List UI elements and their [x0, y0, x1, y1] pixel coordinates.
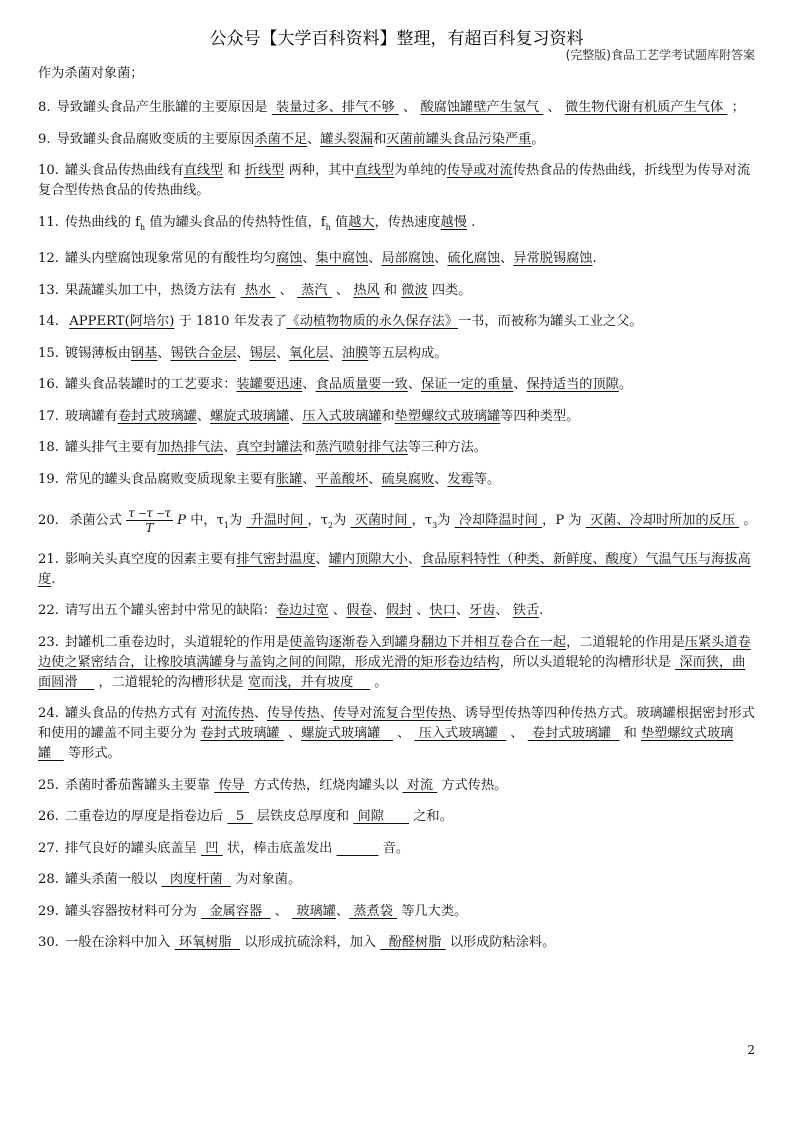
question-text: 罐头容器按材料可分为 金属容器 、 玻璃罐、 蒸煮袋 等几大类。 [64, 903, 468, 919]
question-item [38, 249, 758, 269]
question-item [38, 550, 758, 590]
question-text: APPERT(阿培尔) 于 1810 年发表了《动植物物质的永久保存法》一书，而被称为罐头工业之父。 [69, 314, 643, 329]
question-item [38, 130, 758, 150]
question-number: 22. [38, 603, 59, 618]
intro-line: 作为杀菌对象菌； [38, 66, 144, 81]
question-text: 杀菌时番茄酱罐头主要靠 传导 方式传热，红烧肉罐头以 对流 方式传热。 [64, 777, 508, 793]
question-item [38, 807, 758, 827]
question-number: 29. [38, 903, 59, 919]
question-number: 13. [38, 282, 59, 298]
document-body [38, 64, 758, 965]
formula-p: P [177, 512, 187, 528]
question-item [38, 213, 758, 238]
sterilization-formula [126, 506, 186, 535]
question-item [38, 375, 758, 395]
question-item [38, 870, 758, 890]
question-number: 14. [38, 314, 59, 329]
question-number: 15. [38, 345, 59, 361]
question-number: 12. [38, 251, 59, 266]
question-number: 25. [38, 777, 59, 793]
question-item [38, 161, 758, 201]
question-text: 罐头内壁腐蚀现象常见的有酸性均匀腐蚀、集中腐蚀、局部腐蚀、硫化腐蚀、异常脱锡腐蚀. [64, 251, 597, 266]
question-number: 18. [38, 440, 59, 455]
question-number: 24. [38, 706, 59, 721]
question-number: 30. [38, 935, 59, 950]
question-list-a [38, 98, 758, 490]
formula-prefix: 杀菌公式 [69, 512, 122, 528]
question-20 [38, 506, 758, 536]
question-item [38, 704, 758, 764]
page-number: 2 [747, 1043, 755, 1057]
question-text: 罐头排气主要有加热排气法、真空封罐法和蒸汽喷射排气法等三种方法。 [64, 440, 487, 455]
formula-explanation: 中，$\tau_1$为 升温时间 ，$\tau_2$为 灭菌时间 ，$\tau_3$为 冷却降温时间 ，P 为 灭菌、冷却时所加的反压 。 [190, 512, 757, 530]
formula-denominator: T [145, 520, 154, 535]
question-number: 27. [38, 840, 59, 856]
question-text: 导致罐头食品腐败变质的主要原因杀菌不足、罐头裂漏和灭菌前罐头食品污染严重。 [56, 131, 545, 147]
question-list-b [38, 550, 758, 954]
question-text: 玻璃罐有卷封式玻璃罐、螺旋式玻璃罐、压入式玻璃罐和垫塑螺纹式玻璃罐等四种类型。 [64, 408, 580, 424]
question-text: 镀锡薄板由钢基、锡铁合金层、锡层、氧化层、油膜等五层构成。 [64, 345, 448, 361]
question-text: 一般在涂料中加入 环氧树脂 以形成抗硫涂料，加入 酚醛树脂 以形成防粘涂料。 [64, 935, 556, 950]
question-number: 23. [38, 634, 59, 650]
question-item [38, 98, 758, 118]
question-text: 罐头杀菌一般以 肉度杆菌 为对象菌。 [64, 872, 302, 887]
header-title: 公众号【大学百科资料】整理，有超百科复习资料 [209, 29, 584, 49]
question-number: 17. [38, 408, 59, 424]
question-text: 影响关头真空度的因素主要有排气密封温度、罐内顶隙大小、食品原料特性（种类、新鲜度、酸度）气温气压与海拔高度. [38, 551, 751, 587]
question-item [38, 438, 758, 458]
question-text: 二重卷边的厚度是指卷边后 5 层铁皮总厚度和 间隙 之和。 [64, 809, 453, 824]
question-text: 传热曲线的 $f_h$ 值为罐头食品的传热特性值，$f_h$ 值越大，传热速度越慢 . [64, 214, 476, 232]
question-number: 16. [38, 377, 59, 392]
question-item [38, 776, 758, 796]
question-item [38, 933, 758, 953]
question-text: 罐头食品装罐时的工艺要求：装罐要迅速、食品质量要一致、保证一定的重量、保持适当的顶隙。 [64, 377, 633, 392]
question-text: 排气良好的罐头底盖呈 凹 状，棒击底盖发出 音。 [64, 840, 410, 856]
question-text: 请写出五个罐头密封中常见的缺陷：卷边过宽 、假卷、假封 、快口、牙齿、 铁舌. [64, 603, 544, 618]
question-item [38, 601, 758, 621]
question-number: 19. [38, 471, 59, 487]
question-item [38, 407, 758, 427]
question-text: 封罐机二重卷边时，头道辊轮的作用是使盖钩逐渐卷入到罐身翻边下并相互卷合在一起，二道辊轮的作用是压紧头道卷边使之紧密结合，让橡胶填满罐身与盖钩之间的间隙，形成光滑的矩形卷边结构，所以头道辊轮的沟槽形状是 深而狭，曲面圆滑 ，二道辊轮的沟槽形状是 宽而浅，并有坡度 。 [38, 634, 751, 690]
question-number: 21. [38, 551, 59, 567]
question-text: 常见的罐头食品腐败变质现象主要有胀罐、平盖酸坏、硫臭腐败、发霉等。 [64, 471, 501, 487]
question-item [38, 902, 758, 922]
question-number: 26. [38, 809, 59, 824]
question-number: 8. [38, 100, 51, 115]
header-subtitle: (完整版)食品工艺学考试题库附答案 [565, 48, 755, 62]
question-text: 罐头食品传热曲线有直线型 和 折线型 两种，其中直线型为单纯的传导或对流传热食品的传热曲线，折线型为传导对流复合型传热食品的传热曲线。 [38, 163, 751, 198]
formula-numerator: τ ‒τ ‒τ [128, 505, 171, 520]
question-item [38, 839, 758, 859]
question-number: 9. [38, 131, 51, 147]
question-text: 导致罐头食品产生胀罐的主要原因是 装量过多、排气不够 、 酸腐蚀罐壁产生氢气 、 微生物代谢有机质产生气体 ； [56, 100, 745, 115]
question-item [38, 633, 758, 693]
formula-fraction [126, 506, 173, 535]
question-item [38, 281, 758, 301]
question-item [38, 312, 758, 332]
question-number: 11. [38, 214, 59, 230]
question-number: 28. [38, 872, 59, 887]
question-text: 果蔬罐头加工中，热烫方法有 热水 、 蒸汽 、 热风 和 微波 四类。 [64, 282, 472, 298]
question-item [38, 344, 758, 364]
question-number: 10. [38, 163, 59, 178]
question-number: 20. [38, 512, 59, 528]
question-item [38, 470, 758, 490]
question-text: 罐头食品的传热方式有 对流传热、传导传热、传导对流复合型传热、诱导型传热等四种传热方式。玻璃罐根据密封形式和使用的罐盖不同主要分为 卷封式玻璃罐 、螺旋式玻璃罐 、 压入式玻璃罐 、 卷封式玻璃罐 和 垫塑螺纹式玻璃罐 等形式。 [38, 706, 755, 761]
